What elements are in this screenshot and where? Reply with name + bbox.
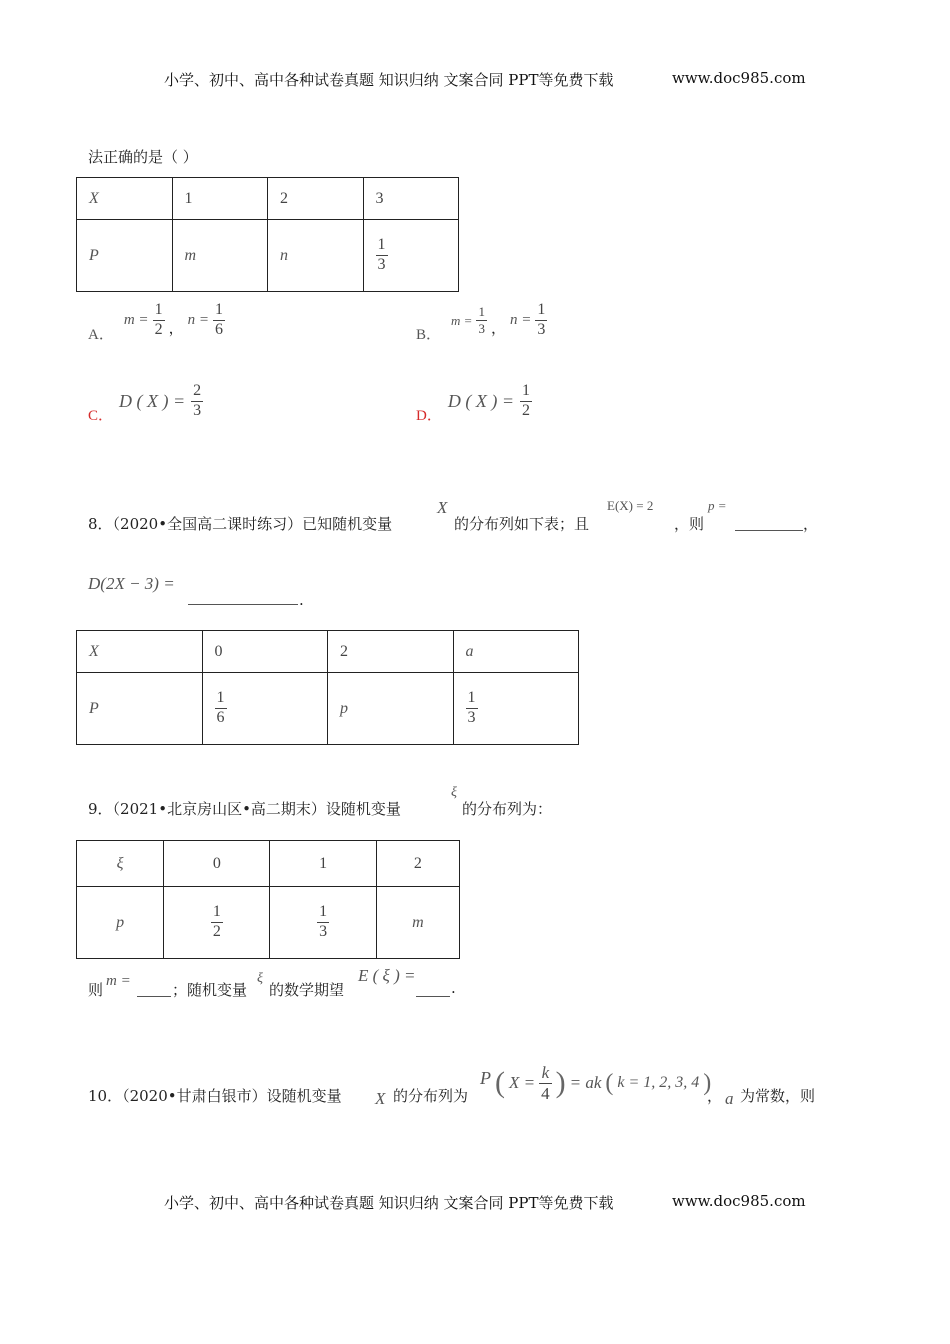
- q9-suffix: 的分布列为：: [462, 800, 553, 818]
- q10-mid: 的分布列为: [393, 1087, 469, 1105]
- q7-cell-frac: $\frac{1}{3}$: [377, 236, 386, 273]
- footer-site-link[interactable]: www.doc985.com: [672, 1192, 806, 1210]
- q9-cell-frac-1-2: $\frac{1}{2}$: [212, 903, 221, 940]
- q9-cell-frac-1-3: $\frac{1}{3}$: [319, 903, 328, 940]
- q7-option-a[interactable]: A． m = $\frac{1}{2}$ ， n = $\frac{1}{6}$: [88, 301, 223, 343]
- q7-option-d[interactable]: D． D ( X ) = $\frac{1}{2}$: [416, 382, 530, 424]
- q7-cell-3: 3: [375, 189, 384, 207]
- q9-expect: 的数学期望: [269, 981, 345, 999]
- q8-mid: 的分布列如下表；且: [454, 515, 590, 533]
- q7-option-b[interactable]: B． m = $\frac{1}{3}$ ， n = $\frac{1}{3}$: [416, 301, 546, 343]
- q9-cell-1: 1: [319, 854, 328, 872]
- q8-cell-frac-1-6: $\frac{1}{6}$: [216, 689, 225, 726]
- q8-cell-a: a: [465, 642, 474, 660]
- q8-comma: ，: [803, 515, 819, 533]
- q8-cell-frac-1-3: $\frac{1}{3}$: [467, 689, 476, 726]
- q9-cell-m: m: [412, 913, 424, 931]
- q8-cell-p: p: [340, 699, 348, 717]
- q10-a: a: [725, 1089, 734, 1108]
- q9-answer-prefix: 则: [88, 981, 104, 999]
- q9-period: .: [451, 979, 456, 997]
- q7-option-c[interactable]: C． D ( X ) = $\frac{2}{3}$: [88, 382, 202, 424]
- q8-cell-P: P: [89, 699, 99, 717]
- header-site-link[interactable]: www.doc985.com: [672, 69, 806, 87]
- q10-suffix: 为常数，则: [740, 1087, 816, 1105]
- q8-prefix: 8．（2020•全国高二课时练习）已知随机变量: [88, 515, 393, 533]
- q10-formula: P ( X = $\frac{k}{4}$ ) = ak ( k = 1, 2, 3, 4 ): [480, 1062, 712, 1103]
- header-title: 小学、初中、高中各种试卷真题 知识归纳 文案合同 PPT等免费下载: [164, 71, 614, 89]
- q10-comma: ，: [707, 1087, 723, 1105]
- q9-m-eq: m =: [106, 973, 131, 989]
- q7-intro: 法正确的是（ ）: [88, 148, 198, 166]
- q8-period: .: [299, 591, 304, 609]
- q7-cell-X: X: [89, 189, 99, 207]
- q8-table: [76, 630, 579, 745]
- q7-table: [76, 177, 459, 292]
- q9-cell-xi: ξ: [116, 854, 124, 872]
- q8-d-expr: D(2X − 3) =: [88, 574, 175, 593]
- q8-cell-2: 2: [340, 642, 348, 660]
- q10-var: X: [375, 1089, 386, 1108]
- q7-cell-n: n: [280, 246, 288, 264]
- footer-title: 小学、初中、高中各种试卷真题 知识归纳 文案合同 PPT等免费下载: [164, 1194, 614, 1212]
- q8-cell-X: X: [89, 642, 99, 660]
- q9-cell-0: 0: [212, 854, 221, 872]
- q8-var: X: [437, 498, 448, 517]
- q8-cell-0: 0: [214, 642, 223, 660]
- q9-blank-m[interactable]: [137, 982, 171, 997]
- q8-blank-p[interactable]: [735, 516, 803, 531]
- q9-var: ξ: [451, 785, 457, 800]
- q8-then: ，则: [674, 515, 705, 533]
- q7-cell-2: 2: [280, 189, 288, 207]
- q8-p-eq: p =: [708, 498, 727, 513]
- q10-prefix: 10．（2020•甘肃白银市）设随机变量: [88, 1087, 342, 1105]
- q7-cell-m: m: [184, 246, 197, 264]
- q9-var2: ξ: [257, 971, 263, 986]
- q9-prefix: 9．（2021•北京房山区•高二期末）设随机变量: [88, 800, 401, 818]
- q9-mid: ；随机变量: [172, 981, 248, 999]
- q9-cell-p: p: [116, 913, 125, 931]
- q8-condition: E(X) = 2: [607, 498, 654, 513]
- q9-e-expr: E ( ξ ) =: [358, 966, 416, 985]
- q8-blank-d[interactable]: [188, 590, 298, 605]
- q9-cell-2: 2: [413, 854, 422, 872]
- q7-cell-P: P: [89, 246, 99, 264]
- q9-blank-e[interactable]: [416, 982, 450, 997]
- q7-cell-1: 1: [184, 189, 193, 207]
- q9-table: [76, 840, 460, 959]
